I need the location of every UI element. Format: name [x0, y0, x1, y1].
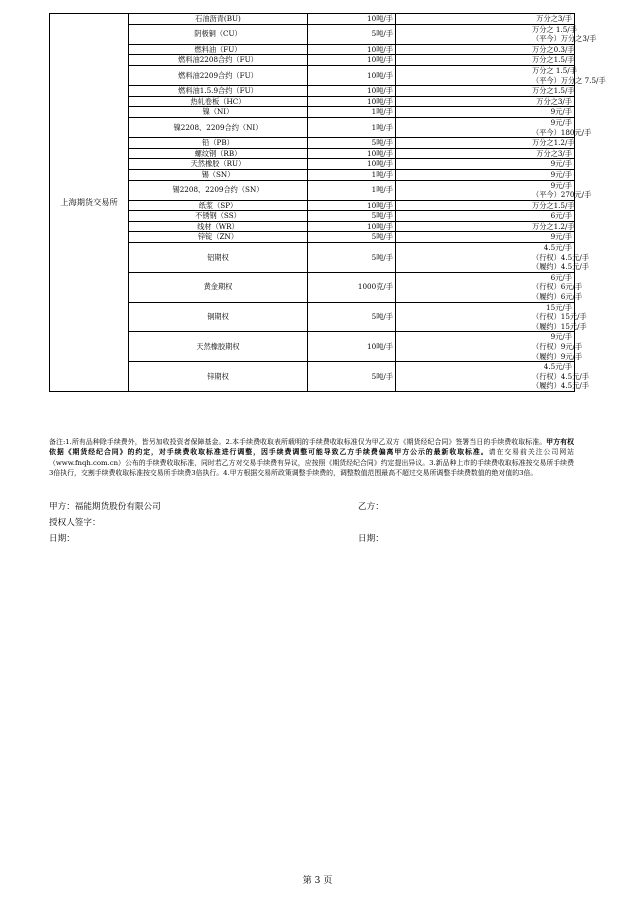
fee-cell: [396, 107, 575, 118]
product-name: 锡（SN）: [129, 169, 308, 180]
fee-line: [398, 159, 572, 169]
fee-row: [50, 55, 575, 66]
fee-value: 万分之0.3/手: [532, 44, 575, 54]
contract-unit: 1吨/手: [308, 169, 396, 180]
fee-value: 4.5元/手: [560, 381, 589, 391]
product-name: 镍（NI）: [129, 107, 308, 118]
fee-line: [398, 351, 583, 362]
fee-line: [398, 381, 589, 391]
contract-unit: 5吨/手: [308, 211, 396, 222]
contract-unit: 10吨/手: [308, 200, 396, 211]
fee-row: [50, 86, 575, 97]
authorized-signature-label: 授权人签字：: [49, 518, 101, 528]
fee-value: 4.5元/手: [560, 371, 589, 381]
fee-line: [398, 200, 575, 211]
fee-line: [398, 97, 572, 107]
fee-value: 4.5元/手: [543, 362, 572, 372]
fee-value: 万分之3/手: [536, 148, 572, 158]
fee-line: [398, 118, 572, 128]
fee-cell: [396, 138, 575, 149]
fee-cell: [396, 65, 606, 85]
contract-unit: 10吨/手: [308, 148, 396, 159]
fee-row: [50, 14, 575, 25]
product-name: 石油沥青(BU): [129, 14, 308, 25]
fee-line: [398, 292, 583, 302]
fee-value: 9元/手: [560, 342, 583, 351]
fee-cell: [396, 55, 575, 66]
fee-cell: [396, 24, 597, 44]
fee-value: 万分之1.2/手: [532, 221, 575, 231]
fee-row: [50, 180, 575, 200]
product-name: 铅（PB）: [129, 138, 308, 149]
party-b-date-label: 日期：: [358, 534, 384, 544]
fee-value: 15元/手: [546, 302, 572, 312]
fee-table-body: [50, 14, 606, 392]
fee-value: 万分之1.5/手: [532, 200, 575, 210]
fee-line: [398, 371, 589, 382]
fee-row: [50, 96, 575, 107]
fee-line: [398, 221, 575, 232]
fee-row: [50, 332, 575, 362]
fee-row: [50, 148, 575, 159]
fee-row: [50, 362, 575, 392]
contract-unit: 10吨/手: [308, 221, 396, 232]
fee-tag: （行权）: [532, 312, 561, 322]
fee-value: 6元/手: [550, 272, 572, 282]
fee-line: [398, 14, 572, 24]
fee-line: [398, 170, 572, 180]
product-name: 天然橡胶期权: [129, 332, 308, 362]
product-name: 镍2208、2209合约（NI）: [129, 117, 308, 137]
product-name: 天然橡胶（RU）: [129, 159, 308, 170]
fee-cell: [396, 86, 575, 97]
fee-value: 万分之1.2/手: [532, 138, 575, 148]
fee-value: 9元/手: [550, 180, 572, 190]
fee-tag: （行权）: [532, 282, 561, 292]
fee-value: 6元/手: [560, 292, 583, 302]
product-name: 不锈钢（SS）: [129, 211, 308, 222]
fee-cell: [396, 96, 575, 107]
contract-unit: 5吨/手: [308, 232, 396, 243]
fee-value: 9元/手: [550, 232, 572, 242]
fee-tag: （行权）: [532, 371, 561, 381]
fee-cell: [396, 200, 575, 211]
fee-cell: [396, 180, 592, 200]
fee-line: [398, 252, 589, 263]
fee-row: [50, 232, 575, 243]
fee-cell: [396, 169, 575, 180]
fee-tag: （履约）: [532, 262, 561, 272]
fee-cell: [396, 211, 575, 222]
fee-value: 万分之3/手: [536, 96, 572, 106]
fee-line: [398, 303, 572, 313]
fee-value: 万分之 1.5/手: [532, 65, 577, 75]
fee-value: 9元/手: [550, 107, 572, 117]
fee-cell: [396, 232, 575, 243]
fee-line: [398, 262, 589, 272]
fee-value: （平今）270元/手: [532, 190, 592, 200]
product-name: 燃料油1.5.9合约（FU）: [129, 86, 308, 97]
fee-value: 6元/手: [550, 211, 572, 221]
fee-value: 4.5元/手: [560, 252, 589, 262]
fee-line: [398, 65, 577, 76]
contract-unit: 5吨/手: [308, 302, 396, 332]
fee-line: [398, 75, 606, 86]
product-name: 纸浆（SP）: [129, 200, 308, 211]
contract-unit: 1吨/手: [308, 180, 396, 200]
product-name: 热轧卷板（HC）: [129, 96, 308, 107]
fee-row: [50, 302, 575, 332]
fee-line: [398, 312, 587, 322]
fee-cell: [396, 362, 589, 392]
fee-line: [398, 332, 572, 342]
party-b-label: 乙方：: [358, 502, 384, 512]
product-name: 锌锭（ZN）: [129, 232, 308, 243]
fee-row: [50, 272, 575, 302]
fee-tag: （履约）: [532, 292, 561, 302]
fee-row: [50, 107, 575, 118]
fee-cell: [396, 117, 592, 137]
fee-table-container: [49, 13, 606, 392]
contract-unit: 10吨/手: [308, 14, 396, 25]
fee-value: 9元/手: [550, 159, 572, 169]
fee-tag: （履约）: [532, 351, 561, 361]
party-a-label: 甲方：福能期货股份有限公司: [49, 502, 161, 512]
fee-value: 15元/手: [560, 321, 587, 331]
fee-row: [50, 159, 575, 170]
contract-unit: 1吨/手: [308, 107, 396, 118]
fee-tag: （行权）: [532, 252, 561, 262]
fee-value: 万分之1.5/手: [532, 86, 575, 96]
fee-value: 6元/手: [560, 282, 583, 292]
fee-cell: [396, 159, 575, 170]
contract-unit: 10吨/手: [308, 86, 396, 97]
fee-line: [398, 55, 575, 65]
fee-value: （平今）180元/手: [532, 127, 592, 137]
contract-unit: 5吨/手: [308, 243, 396, 273]
fee-row: [50, 65, 575, 85]
fee-value: 万分之1.5/手: [532, 55, 575, 65]
fee-line: [398, 282, 583, 292]
fee-table: [49, 13, 606, 392]
contract-unit: 5吨/手: [308, 138, 396, 149]
exchange-name: 上海期货交易所: [50, 14, 129, 392]
fee-line: [398, 86, 575, 96]
fee-line: [398, 181, 572, 191]
party-a-date-label: 日期：: [49, 534, 75, 544]
fee-line: [398, 24, 577, 35]
product-name: 螺纹钢（RB）: [129, 148, 308, 159]
product-name: 燃料油2209合约（FU）: [129, 65, 308, 85]
fee-line: [398, 211, 572, 221]
product-name: 黄金期权: [129, 272, 308, 302]
fee-line: [398, 273, 572, 283]
fee-line: [398, 342, 583, 352]
fee-row: [50, 24, 575, 44]
fee-row: [50, 44, 575, 55]
fee-value: 万分之3/手: [536, 14, 572, 23]
fee-row: [50, 138, 575, 149]
fee-value: 4.5元/手: [560, 262, 589, 272]
fee-cell: [396, 302, 587, 332]
fee-line: [398, 243, 572, 253]
fee-value: 万分之 1.5/手: [532, 24, 577, 34]
fee-line: [398, 232, 572, 242]
fee-cell: [396, 14, 575, 25]
fee-cell: [396, 44, 575, 55]
fee-tag: （履约）: [532, 381, 561, 391]
fee-tag: （行权）: [532, 342, 561, 351]
product-name: 锌期权: [129, 362, 308, 392]
product-name: 燃料油（FU）: [129, 44, 308, 55]
fee-row: [50, 243, 575, 273]
fee-row: [50, 117, 575, 137]
contract-unit: 10吨/手: [308, 65, 396, 85]
notes-text-2: 请在交易前关注公司网站（www.fnqh.com.cn）公布的手续费收取标准，同时若乙方对交易手续费有异议，应按照《期货经纪合同》约定提出异议。3.新品种上市的手续费收取标准按交易所手续费3倍执行，交割手续费收取标准按交易所手续费3倍执行。4.甲方根据交易所政策调整手续费的，调整数值范围最高不超过交易所调整手续费数值的绝对值的3倍。: [49, 448, 575, 478]
fee-value: （平今）万分之 7.5/手: [532, 75, 606, 85]
product-name: 铝期权: [129, 243, 308, 273]
fee-line: [398, 149, 572, 159]
product-name: 阴极铜（CU）: [129, 24, 308, 44]
contract-unit: 5吨/手: [308, 362, 396, 392]
contract-unit: 10吨/手: [308, 159, 396, 170]
product-name: 线材（WR）: [129, 221, 308, 232]
product-name: 锡2208、2209合约（SN）: [129, 180, 308, 200]
fee-line: [398, 138, 575, 148]
contract-unit: 1000克/手: [308, 272, 396, 302]
fee-line: [398, 362, 572, 372]
contract-unit: 10吨/手: [308, 332, 396, 362]
contract-unit: 10吨/手: [308, 55, 396, 66]
fee-value: 9元/手: [550, 117, 572, 127]
fee-value: 9元/手: [550, 169, 572, 179]
fee-line: [398, 44, 575, 55]
fee-value: 9元/手: [560, 351, 583, 361]
product-name: 铜期权: [129, 302, 308, 332]
fee-value: 4.5元/手: [543, 243, 572, 253]
contract-unit: 10吨/手: [308, 96, 396, 107]
fee-line: [398, 34, 597, 44]
fee-cell: [396, 272, 583, 302]
fee-value: （平今）万分之3/手: [532, 34, 597, 44]
contract-unit: 10吨/手: [308, 44, 396, 55]
fee-row: [50, 221, 575, 232]
fee-line: [398, 190, 592, 200]
contract-unit: 1吨/手: [308, 117, 396, 137]
notes-paragraph: [49, 437, 574, 479]
fee-line: [398, 107, 572, 117]
fee-cell: [396, 332, 583, 362]
fee-cell: [396, 243, 589, 273]
fee-cell: [396, 148, 575, 159]
fee-value: 15元/手: [560, 312, 587, 322]
fee-line: [398, 321, 587, 332]
fee-value: 9元/手: [550, 332, 572, 342]
fee-line: [398, 127, 592, 138]
notes-bold-text: 甲方有权依据《期货经纪合同》的约定，对手续费收取标准进行调整，因手续费调整可能导致乙方手续费偏离甲方公示的最新收取标准。: [49, 438, 574, 457]
page-number: 第 3 页: [302, 876, 333, 886]
notes-text-1: 备注:1.所有品种除手续费外，皆另加收投资者保障基金。2.本手续费收取表所载明的手续费收取标准仅为甲乙双方《期货经纪合同》签署当日的手续费收取标准。: [49, 438, 547, 446]
product-name: 燃料油2208合约（FU）: [129, 55, 308, 66]
fee-row: [50, 211, 575, 222]
fee-row: [50, 200, 575, 211]
fee-tag: （履约）: [532, 321, 561, 331]
fee-row: [50, 169, 575, 180]
contract-unit: 5吨/手: [308, 24, 396, 44]
fee-cell: [396, 221, 575, 232]
